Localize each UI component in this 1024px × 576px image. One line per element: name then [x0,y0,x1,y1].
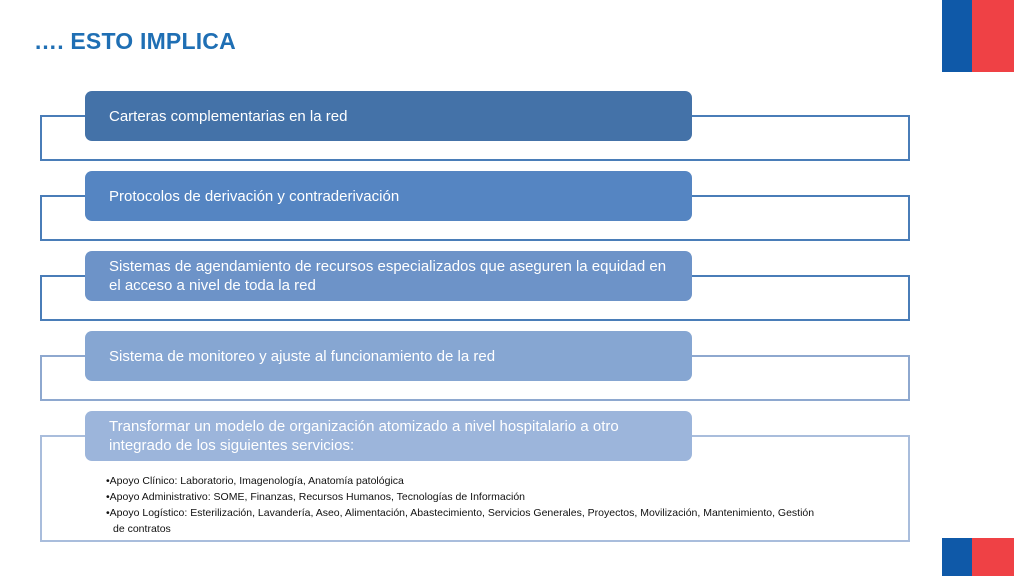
list-item [85,251,692,301]
list-item-label: Protocolos de derivación y contraderivación [109,187,400,205]
list-item-label: Sistemas de agendamiento de recursos especializados que aseguren la equidad en el acceso a nivel de toda la red [109,258,667,294]
chile-flag-bottom-decoration [942,538,1014,576]
list-item [85,91,692,141]
flag-red-stripe [972,0,1014,72]
list-item [85,171,692,221]
flag-blue-stripe [942,538,972,576]
bullet-item: •Apoyo Clínico: Laboratorio, Imagenología, Anatomía patológica [106,475,404,487]
bullet-item: •Apoyo Administrativo: SOME, Finanzas, Recursos Humanos, Tecnologías de Información [106,491,526,503]
list-item-label: Sistema de monitoreo y ajuste al funcionamiento de la red [109,347,496,365]
flag-red-stripe [972,538,1014,576]
list-item [85,331,692,381]
list-item [85,411,692,461]
bullet-item-continuation: de contratos [113,523,171,535]
slide-title: …. ESTO IMPLICA [34,28,236,54]
services-bullet-list [106,473,846,537]
flag-blue-stripe [942,0,972,72]
chile-flag-top-decoration [942,0,1014,72]
list-item-label: Transformar un modelo de organización atomizado a nivel hospitalario a otro integrado de los siguientes servicios: [109,418,619,454]
bullet-item: •Apoyo Logístico: Esterilización, Lavandería, Aseo, Alimentación, Abastecimiento, Servicios Generales, Proyectos, Movilización, Mantenimiento, Gestión [106,507,815,519]
list-item-label: Carteras complementarias en la red [109,107,348,125]
